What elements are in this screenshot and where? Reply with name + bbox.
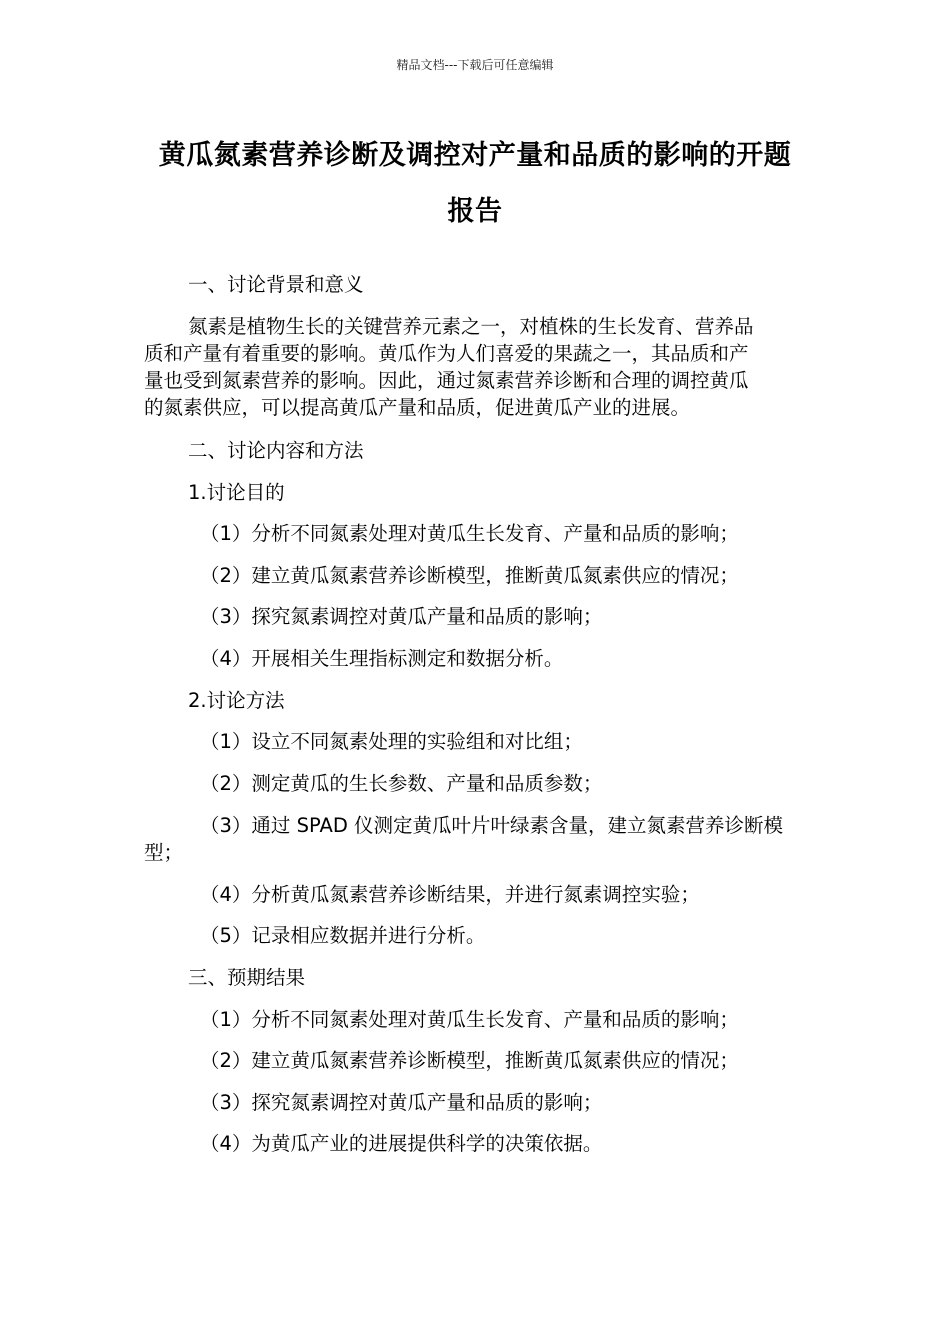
section2-sub1-heading: 1.讨论目的 (188, 481, 285, 504)
section3-heading: 三、预期结果 (188, 966, 306, 989)
section1-paragraph-line: 氮素是植物生长的关键营养元素之一，对植株的生长发育、营养品 (188, 315, 754, 338)
section3-item: （2）建立黄瓜氮素营养诊断模型，推断黄瓜氮素供应的情况； (200, 1049, 739, 1072)
section2-sub2-item-continuation: 型； (144, 841, 184, 864)
document-title-line1: 黄瓜氮素营养诊断及调控对产量和品质的影响的开题 (158, 140, 792, 171)
section2-sub2-heading: 2.讨论方法 (188, 689, 285, 712)
document-title-line2: 报告 (447, 196, 503, 227)
section1-heading: 一、讨论背景和意义 (188, 273, 364, 296)
section1-paragraph-line: 质和产量有着重要的影响。黄瓜作为人们喜爱的果蔬之一，其品质和产 (144, 342, 749, 365)
section3-item: （1）分析不同氮素处理对黄瓜生长发育、产量和品质的影响； (200, 1008, 739, 1031)
section2-sub2-item: （3）通过 SPAD 仪测定黄瓜叶片叶绿素含量，建立氮素营养诊断模 (200, 814, 784, 837)
section2-sub1-item: （3）探究氮素调控对黄瓜产量和品质的影响； (200, 605, 603, 628)
section2-sub2-item: （5）记录相应数据并进行分析。 (200, 924, 486, 947)
section3-item: （4）为黄瓜产业的进展提供科学的决策依据。 (200, 1132, 603, 1155)
section2-sub2-item: （4）分析黄瓜氮素营养诊断结果，并进行氮素调控实验； (200, 883, 700, 906)
section3-item: （3）探究氮素调控对黄瓜产量和品质的影响； (200, 1091, 603, 1114)
section1-paragraph-line: 量也受到氮素营养的影响。因此，通过氮素营养诊断和合理的调控黄瓜 (144, 369, 749, 392)
section2-sub1-item: （2）建立黄瓜氮素营养诊断模型，推断黄瓜氮素供应的情况； (200, 564, 739, 587)
section2-sub2-item: （1）设立不同氮素处理的实验组和对比组； (200, 730, 583, 753)
section2-sub1-item: （4）开展相关生理指标测定和数据分析。 (200, 647, 564, 670)
section2-heading: 二、讨论内容和方法 (188, 439, 364, 462)
section1-paragraph-line: 的氮素供应，可以提高黄瓜产量和品质，促进黄瓜产业的进展。 (144, 396, 691, 419)
section2-sub1-item: （1）分析不同氮素处理对黄瓜生长发育、产量和品质的影响； (200, 522, 739, 545)
header-note: 精品文档---下载后可任意编辑 (396, 58, 554, 72)
section2-sub2-item: （2）测定黄瓜的生长参数、产量和品质参数； (200, 772, 603, 795)
